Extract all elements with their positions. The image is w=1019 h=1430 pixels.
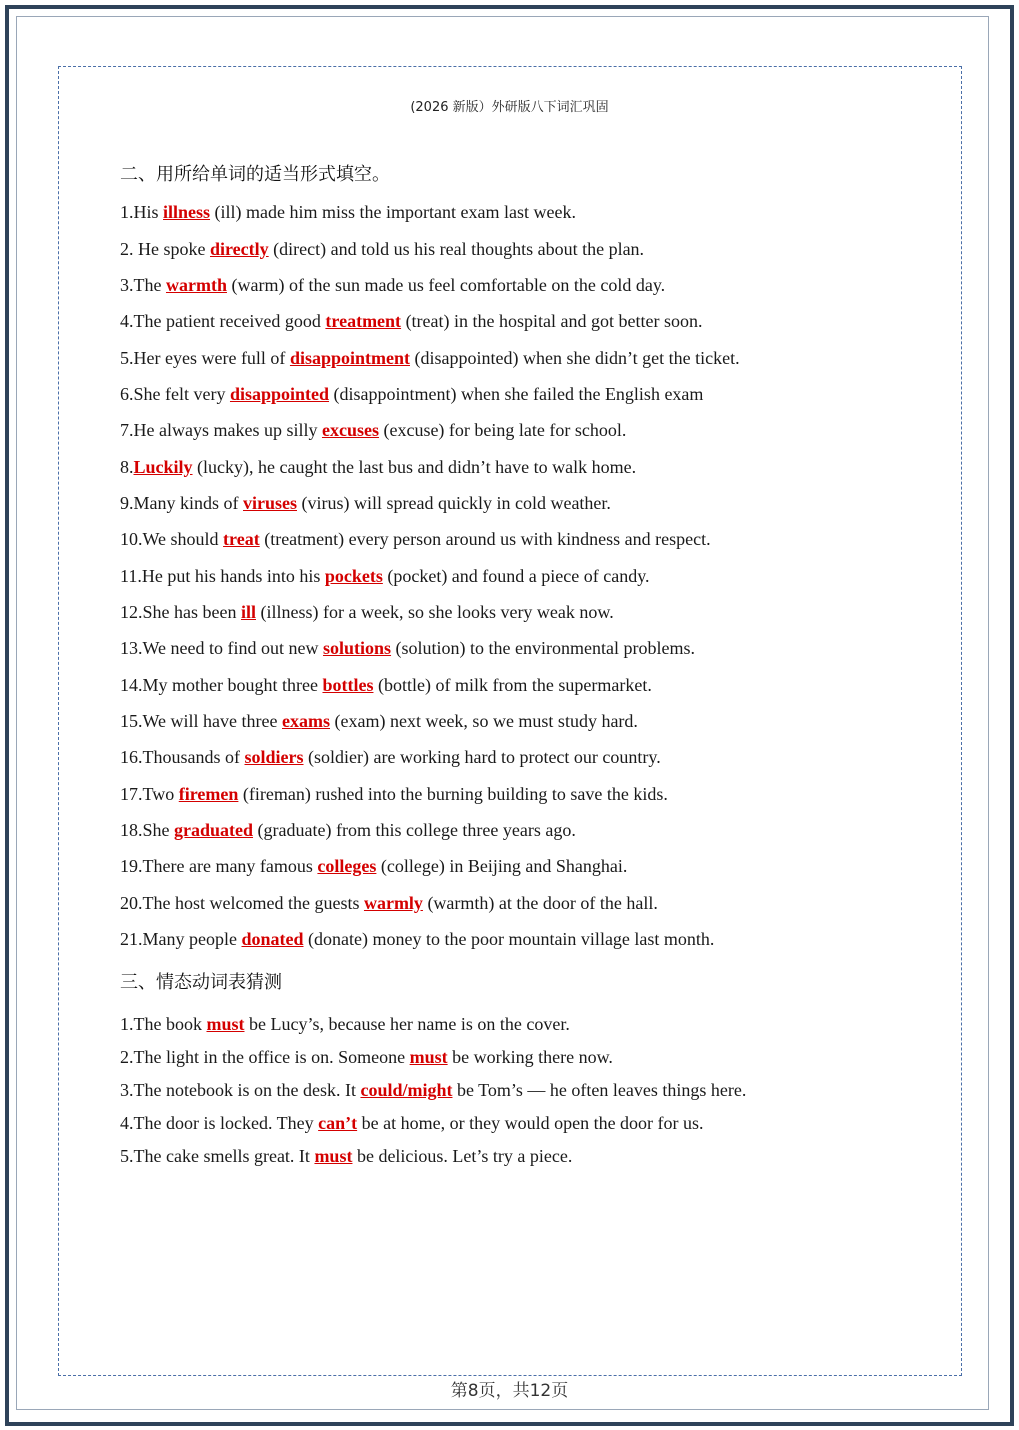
answer: Luckily <box>133 457 193 477</box>
question-prefix: 21.Many people <box>120 929 242 949</box>
question-item <box>120 1145 572 1167</box>
answer: disappointed <box>229 384 330 404</box>
question-suffix: (illness) for a week, so she looks very weak now. <box>256 602 614 622</box>
question-item <box>120 419 626 441</box>
question-suffix: (exam) next week, so we must study hard. <box>330 711 638 731</box>
question-suffix: (direct) and told us his real thoughts about the plan. <box>268 239 645 259</box>
question-item <box>120 1046 613 1068</box>
question-item <box>120 855 627 877</box>
question-suffix: be Tom’s — he often leaves things here. <box>452 1080 747 1100</box>
question-item <box>120 637 695 659</box>
question-item <box>120 783 668 805</box>
question-item <box>120 492 611 514</box>
question-item <box>120 928 714 950</box>
question-prefix: 11.He put his hands into his <box>120 566 325 586</box>
question-item <box>120 892 658 914</box>
answer: viruses <box>243 493 297 513</box>
answer: disappointment <box>289 348 410 368</box>
question-prefix: 20.The host welcomed the guests <box>120 893 364 913</box>
question-suffix: (treatment) every person around us with kindness and respect. <box>259 529 711 549</box>
question-suffix: (treat) in the hospital and got better soon. <box>401 311 703 331</box>
answer: solutions <box>323 638 392 658</box>
answer: directly <box>209 239 269 259</box>
question-prefix: 1.The book <box>120 1014 207 1034</box>
question-item <box>120 819 576 841</box>
answer: must <box>409 1047 448 1067</box>
question-item <box>120 528 711 550</box>
answer: must <box>206 1014 245 1034</box>
question-prefix: 3.The notebook is on the desk. It <box>120 1080 361 1100</box>
section-title-modal-verbs: 三、情态动词表猜测 <box>120 972 282 993</box>
question-prefix: 6.She felt very <box>120 384 230 404</box>
answer: treatment <box>325 311 402 331</box>
question-suffix: (warm) of the sun made us feel comfortable on the cold day. <box>226 275 666 295</box>
question-item <box>120 746 661 768</box>
question-prefix: 14.My mother bought three <box>120 675 323 695</box>
answer: warmth <box>165 275 227 295</box>
answer: firemen <box>178 784 239 804</box>
question-item <box>120 274 665 296</box>
answer: pockets <box>324 566 383 586</box>
question-item <box>120 565 650 587</box>
answer: exams <box>282 711 330 731</box>
question-item <box>120 310 702 332</box>
question-suffix: (donate) money to the poor mountain village last month. <box>303 929 715 949</box>
question-suffix: (excuse) for being late for school. <box>378 420 627 440</box>
question-prefix: 2. He spoke <box>120 239 210 259</box>
question-suffix: (college) in Beijing and Shanghai. <box>376 856 628 876</box>
answer: can’t <box>318 1113 358 1133</box>
question-prefix: 18.She <box>120 820 174 840</box>
question-prefix: 12.She has been <box>120 602 241 622</box>
question-prefix: 9.Many kinds of <box>120 493 243 513</box>
answer: soldiers <box>244 747 304 767</box>
answer: could/might <box>360 1080 453 1100</box>
answer: warmly <box>363 893 423 913</box>
question-prefix: 19.There are many famous <box>120 856 318 876</box>
question-suffix: (soldier) are working hard to protect our country. <box>303 747 661 767</box>
question-prefix: 10.We should <box>120 529 224 549</box>
question-item <box>120 1112 704 1134</box>
question-suffix: (disappointment) when she failed the English exam <box>329 384 704 404</box>
question-prefix: 1.His <box>120 202 164 222</box>
question-suffix: (virus) will spread quickly in cold weather. <box>297 493 611 513</box>
answer: donated <box>241 929 304 949</box>
page-number: 第8页，共12页 <box>450 1381 569 1401</box>
answer: colleges <box>317 856 377 876</box>
question-item <box>120 456 636 478</box>
question-suffix: be Lucy’s, because her name is on the cover. <box>244 1014 570 1034</box>
question-suffix: be at home, or they would open the door for us. <box>357 1113 704 1133</box>
question-prefix: 2.The light in the office is on. Someone <box>120 1047 410 1067</box>
question-item <box>120 383 703 405</box>
question-item <box>120 347 740 369</box>
question-prefix: 8. <box>120 457 134 477</box>
question-suffix: (warmth) at the door of the hall. <box>422 893 658 913</box>
question-prefix: 4.The door is locked. They <box>120 1113 319 1133</box>
question-item <box>120 601 614 623</box>
question-item <box>120 1013 570 1035</box>
question-suffix: (bottle) of milk from the supermarket. <box>373 675 652 695</box>
question-suffix: (fireman) rushed into the burning building to save the kids. <box>238 784 668 804</box>
answer: treat <box>223 529 260 549</box>
question-prefix: 4.The patient received good <box>120 311 326 331</box>
answer: bottles <box>322 675 374 695</box>
question-item <box>120 238 644 260</box>
question-item <box>120 1079 746 1101</box>
question-prefix: 15.We will have three <box>120 711 282 731</box>
question-prefix: 16.Thousands of <box>120 747 245 767</box>
question-suffix: (lucky), he caught the last bus and didn’t have to walk home. <box>192 457 637 477</box>
question-prefix: 7.He always makes up silly <box>120 420 322 440</box>
question-suffix: (ill) made him miss the important exam last week. <box>210 202 576 222</box>
question-item <box>120 710 638 732</box>
question-prefix: 17.Two <box>120 784 179 804</box>
question-item <box>120 201 576 223</box>
question-suffix: (solution) to the environmental problems. <box>391 638 695 658</box>
question-prefix: 5.Her eyes were full of <box>120 348 290 368</box>
answer: illness <box>163 202 211 222</box>
answer: must <box>314 1146 353 1166</box>
question-suffix: be delicious. Let’s try a piece. <box>352 1146 573 1166</box>
question-prefix: 13.We need to find out new <box>120 638 324 658</box>
page-header: (2026 新版）外研版八下词汇巩固 <box>410 100 609 115</box>
answer: excuses <box>321 420 379 440</box>
question-prefix: 3.The <box>120 275 166 295</box>
answer: graduated <box>174 820 254 840</box>
question-suffix: (pocket) and found a piece of candy. <box>382 566 650 586</box>
question-prefix: 5.The cake smells great. It <box>120 1146 315 1166</box>
answer: ill <box>240 602 256 622</box>
question-suffix: be working there now. <box>447 1047 613 1067</box>
question-item <box>120 674 652 696</box>
question-suffix: (disappointed) when she didn’t get the ticket. <box>409 348 740 368</box>
section-title-fill-blanks: 二、用所给单词的适当形式填空。 <box>120 164 390 185</box>
question-suffix: (graduate) from this college three years ago. <box>253 820 576 840</box>
